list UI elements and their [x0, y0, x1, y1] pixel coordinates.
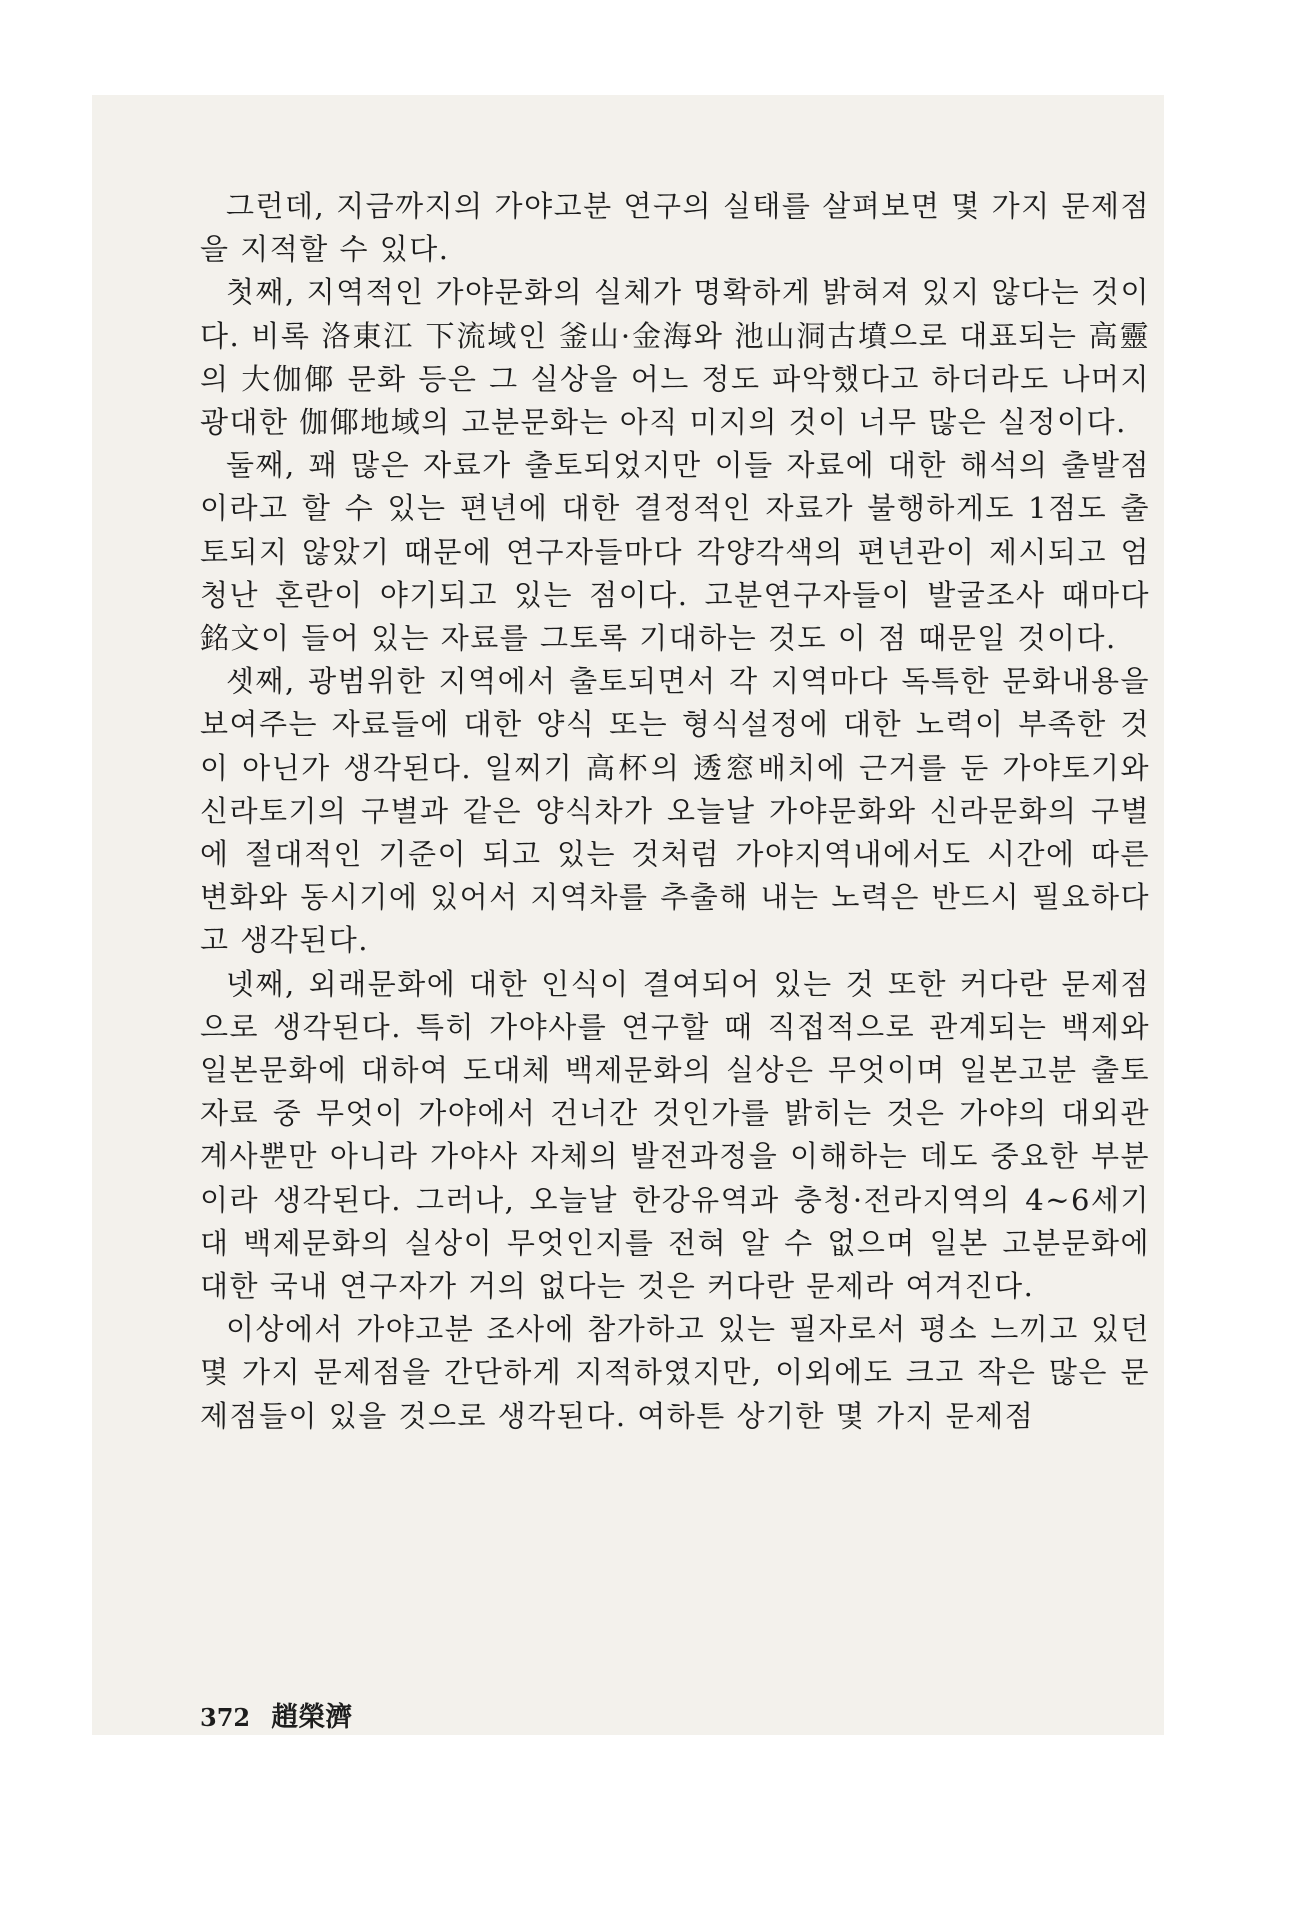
- page-footer: [200, 1695, 352, 1734]
- paragraph-first-point: 첫째, 지역적인 가야문화의 실체가 명확하게 밝혀져 있지 않다는 것이다. 비록 洛東江 下流域인 釜山·金海와 池山洞古墳으로 대표되는 高靈의 大伽倻 문화 등은 그 실상을 어느 정도 파악했다고 하더라도 나머지 광대한 伽倻地域의 고분문화는 아직 미지의 것이 너무 많은 실정이다.: [200, 275, 1150, 440]
- paragraph-intro: 그런데, 지금까지의 가야고분 연구의 실태를 살펴보면 몇 가지 문제점을 지적할 수 있다.: [200, 189, 1150, 267]
- paragraph-second-point: 둘째, 꽤 많은 자료가 출토되었지만 이들 자료에 대한 해석의 출발점이라고 할 수 있는 편년에 대한 결정적인 자료가 불행하게도 1점도 출토되지 않았기 때문에 연구자들마다 각양각색의 편년관이 제시되고 엄청난 혼란이 야기되고 있는 점이다. 고분연구자들이 발굴조사 때마다 銘文이 들어 있는 자료를 그토록 기대하는 것도 이 점 때문일 것이다.: [200, 448, 1150, 656]
- paragraph-third-point: 셋째, 광범위한 지역에서 출토되면서 각 지역마다 독특한 문화내용을 보여주는 자료들에 대한 양식 또는 형식설정에 대한 노력이 부족한 것이 아닌가 생각된다. 일찌기 高杯의 透窓배치에 근거를 둔 가야토기와 신라토기의 구별과 같은 양식차가 오늘날 가야문화와 신라문화의 구별에 절대적인 기준이 되고 있는 것처럼 가야지역내에서도 시간에 따른 변화와 동시기에 있어서 지역차를 추출해 내는 노력은 반드시 필요하다고 생각된다.: [200, 664, 1150, 958]
- page-number: 372: [200, 1703, 251, 1732]
- paragraph-fourth-point: 넷째, 외래문화에 대한 인식이 결여되어 있는 것 또한 커다란 문제점으로 생각된다. 특히 가야사를 연구할 때 직접적으로 관계되는 백제와 일본문화에 대하여 도대체 백제문화의 실상은 무엇이며 일본고분 출토자료 중 무엇이 가야에서 건너간 것인가를 밝히는 것은 가야의 대외관계사뿐만 아니라 가야사 자체의 발전과정을 이해하는 데도 중요한 부분이라 생각된다. 그러나, 오늘날 한강유역과 충청·전라지역의 4~6세기대 백제문화의 실상이 무엇인지를 전혀 알 수 없으며 일본 고분문화에 대한 국내 연구자가 거의 없다는 것은 커다란 문제라 여겨진다.: [200, 966, 1150, 1304]
- author-name: 趙榮濟: [271, 1702, 353, 1733]
- paragraph-conclusion: 이상에서 가야고분 조사에 참가하고 있는 필자로서 평소 느끼고 있던 몇 가지 문제점을 간단하게 지적하였지만, 이외에도 크고 작은 많은 문제점들이 있을 것으로 생각된다. 여하튼 상기한 몇 가지 문제점: [200, 1312, 1150, 1433]
- body-text: [200, 185, 1150, 1438]
